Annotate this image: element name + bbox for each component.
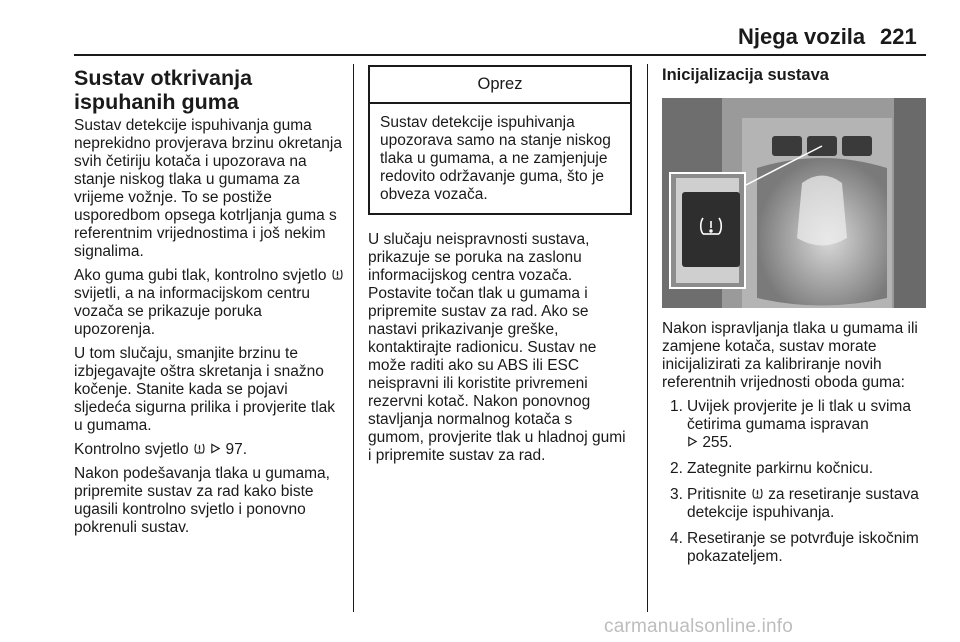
center-console-photo bbox=[662, 98, 926, 308]
text: Kontrolno svjetlo bbox=[74, 441, 189, 458]
step-number: 2. bbox=[670, 460, 683, 477]
caution-text: Sustav detekcije ispuhivanja upozorava samo na stanje niskog tlaka u gumama, a ne zamjenjuje redovito održavanje guma, što je obveza vozača. bbox=[380, 114, 611, 203]
step-number: 4. bbox=[670, 530, 683, 547]
caution-title: Oprez bbox=[370, 67, 630, 104]
page-reference[interactable]: 255. bbox=[702, 434, 733, 451]
section-heading: Inicijalizacija sustava bbox=[662, 66, 829, 84]
paragraph: Nakon podešavanja tlaka u gumama, pripremite sustav za rad kako biste ugasili kontrolno svjetlo i ponovno pokrenuli sustav. bbox=[74, 465, 330, 536]
tpms-warning-icon bbox=[331, 267, 344, 285]
paragraph bbox=[74, 267, 344, 339]
step-text: Zategnite parkirnu kočnicu. bbox=[687, 460, 874, 477]
step-text: Pritisnite bbox=[687, 486, 747, 503]
list-item bbox=[662, 398, 930, 452]
watermark: carmanualsonline.info bbox=[604, 616, 794, 637]
paragraph: U slučaju neispravnosti sustava, prikazuje se poruka na zaslonu informacijskog centra vozača. Postavite točan tlak u gumama i pripremite sustav za rad. Ako se nastavi prikazivanje greške, kontaktirajte radionicu. Sustav ne može raditi ako su ABS ili ESC neispravni ili koristite privremeni rezervni kotač. Nakon ponovnog stavljanja normalnog kotača s gumom, provjerite tlak u hladnoj gumi i pripremite sustav za rad. bbox=[368, 231, 626, 464]
caution-box bbox=[368, 65, 632, 215]
list-item bbox=[662, 460, 930, 478]
step-text: Resetiranje se potvrđuje iskočnim pokazateljem. bbox=[687, 530, 919, 565]
section-heading: Sustav otkrivanja ispuhanih guma bbox=[74, 66, 253, 114]
text: svijetli, a na informacijskom centru vozača se prikazuje poruka upozorenja. bbox=[74, 285, 311, 338]
step-text: Uvijek provjerite je li tlak u svima četirima gumama ispravan bbox=[687, 398, 911, 433]
step-number: 1. bbox=[670, 398, 683, 415]
steps-list bbox=[662, 398, 930, 566]
column-2 bbox=[368, 65, 632, 471]
page-reference[interactable]: 97. bbox=[225, 441, 248, 458]
column-1 bbox=[74, 66, 344, 543]
header-rule bbox=[74, 54, 926, 56]
step-text: za resetiranje sustava detekcije ispuhivanja. bbox=[687, 486, 919, 521]
list-item bbox=[662, 486, 930, 522]
text: Ako guma gubi tlak, kontrolno svjetlo bbox=[74, 267, 327, 284]
column-divider bbox=[647, 64, 648, 612]
section-title: Njega vozila bbox=[738, 24, 866, 49]
page-number: 221 bbox=[880, 24, 917, 49]
list-item bbox=[662, 530, 930, 566]
column-divider bbox=[353, 64, 354, 612]
tpms-warning-icon bbox=[751, 486, 764, 503]
column-3 bbox=[662, 66, 930, 574]
paragraph: Sustav detekcije ispuhivanja guma neprekidno provjerava brzinu okretanja svih četiriju kotača i upozorava na stanje niskog tlaka u gumama za vrijeme vožnje. To se postiže usporedbom opsega kotrljanja guma s referentnim vrijednostima i još nekim signalima. bbox=[74, 117, 342, 260]
paragraph bbox=[74, 441, 344, 459]
tpms-warning-icon bbox=[193, 441, 206, 459]
step-number: 3. bbox=[670, 486, 683, 503]
paragraph: Nakon ispravljanja tlaka u gumama ili zamjene kotača, sustav morate inicijalizirati za kalibriranje novih referentnih vrijednosti oboda guma: bbox=[662, 320, 918, 391]
page-reference-arrow-icon[interactable] bbox=[210, 441, 221, 458]
paragraph: U tom slučaju, smanjite brzinu te izbjegavajte oštra skretanja i snažno kočenje. Stanite kada se pojavi sljedeća sigurna prilika i provjerite tlak u gumama. bbox=[74, 345, 336, 434]
page-reference-arrow-icon[interactable] bbox=[687, 434, 698, 451]
